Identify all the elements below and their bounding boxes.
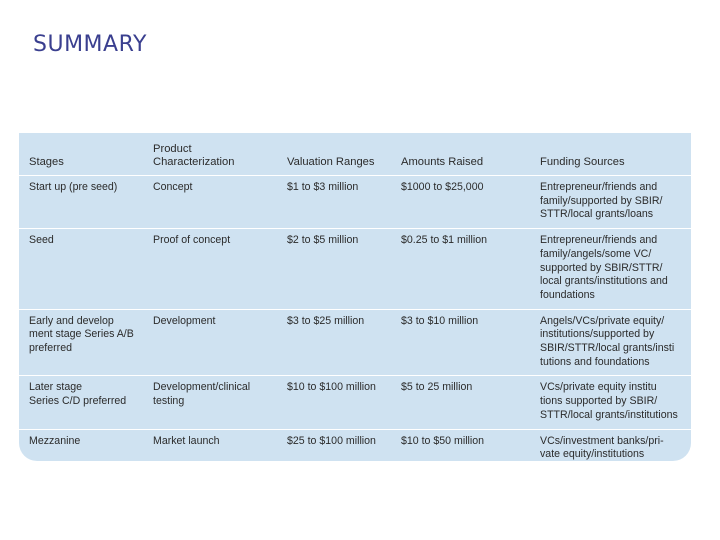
header-amounts-raised: Amounts Raised — [401, 156, 484, 169]
cell-product: Proof of concept — [153, 234, 231, 247]
header-funding-sources: Funding Sources — [540, 156, 625, 169]
table-row — [19, 176, 691, 229]
table-row — [19, 229, 691, 310]
summary-table-container — [19, 133, 691, 461]
cell-stage: Seed — [29, 234, 54, 247]
cell-amount: $5 to 25 million — [401, 381, 473, 394]
cell-amount: $1000 to $25,000 — [401, 181, 484, 193]
cell-stage: Later stage Series C/D preferred — [29, 381, 127, 408]
summary-table — [19, 133, 691, 461]
cell-valuation: $1 to $3 million — [287, 181, 359, 193]
cell-stage: Start up (pre seed) — [29, 181, 118, 193]
cell-funding: Entrepreneur/friends and family/angels/some VC/ supported by SBIR/STTR/ local grants/institutions and foundations — [540, 234, 668, 301]
cell-valuation: $10 to $100 million — [287, 381, 376, 394]
cell-funding: VCs/private equity institu tions supported by SBIR/ STTR/local grants/institutions — [540, 381, 678, 421]
cell-stage: Mezzanine — [29, 434, 81, 447]
table-header-row — [19, 133, 691, 176]
cell-funding: Entrepreneur/friends and family/supported by SBIR/ STTR/local grants/loans — [540, 181, 663, 221]
cell-valuation: $25 to $100 million — [287, 434, 376, 447]
cell-valuation: $3 to $25 million — [287, 314, 365, 327]
header-stages: Stages — [29, 156, 64, 169]
table-row — [19, 429, 691, 461]
cell-amount: $0.25 to $1 million — [401, 234, 487, 247]
cell-product: Concept — [153, 181, 193, 193]
header-valuation-ranges: Valuation Ranges — [287, 156, 375, 169]
cell-funding: VCs/investment banks/pri- vate equity/institutions — [540, 434, 664, 461]
cell-funding: Angels/VCs/private equity/ institutions/supported by SBIR/STTR/local grants/insti tutions and foundations — [540, 314, 675, 368]
slide-title: SUMMARY — [33, 32, 147, 57]
table-row — [19, 309, 691, 376]
cell-stage: Early and develop ment stage Series A/B preferred — [29, 314, 134, 355]
cell-amount: $3 to $10 million — [401, 314, 479, 327]
cell-valuation: $2 to $5 million — [287, 234, 359, 247]
table-row — [19, 376, 691, 429]
header-product-characterization: Product Characterization — [153, 142, 235, 169]
cell-product: Development/clinical testing — [153, 381, 251, 408]
cell-product: Development — [153, 314, 216, 327]
cell-amount: $10 to $50 million — [401, 434, 485, 447]
cell-product: Market launch — [153, 434, 220, 447]
